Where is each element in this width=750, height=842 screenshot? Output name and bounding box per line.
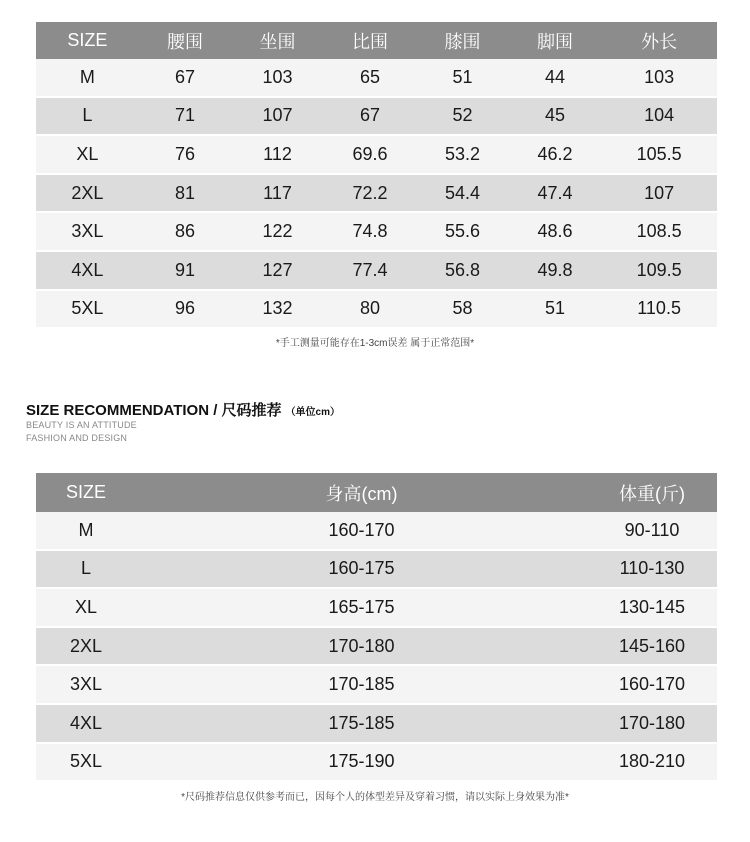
value-cell: 76 xyxy=(139,135,231,174)
value-cell: 51 xyxy=(416,59,508,97)
value-cell: 107 xyxy=(231,97,323,136)
size-cell: 5XL xyxy=(36,290,139,329)
value-cell: 69.6 xyxy=(324,135,416,174)
size-chart-note: *手工测量可能存在1-3cm误差 属于正常范围* xyxy=(275,338,475,349)
column-header: 比围 xyxy=(324,22,416,59)
value-cell: 110.5 xyxy=(601,290,717,329)
value-cell: 110-130 xyxy=(587,550,717,589)
size-cell: L xyxy=(36,97,139,136)
value-cell: 145-160 xyxy=(587,627,717,666)
size-cell: 2XL xyxy=(36,627,136,666)
value-cell: 112 xyxy=(231,135,323,174)
value-cell: 108.5 xyxy=(601,212,717,251)
value-cell: 180-210 xyxy=(587,743,717,782)
value-cell: 67 xyxy=(324,97,416,136)
value-cell: 56.8 xyxy=(416,251,508,290)
value-cell: 117 xyxy=(231,174,323,213)
size-chart-header-row xyxy=(36,22,717,59)
recommendation-table xyxy=(36,473,717,782)
value-cell: 132 xyxy=(231,290,323,329)
value-cell: 47.4 xyxy=(509,174,601,213)
recommendation-body xyxy=(36,512,717,781)
table-row xyxy=(36,59,717,97)
table-row xyxy=(36,704,717,743)
value-cell: 90-110 xyxy=(587,512,717,550)
column-header: 体重(斤) xyxy=(587,473,717,512)
value-cell: 160-175 xyxy=(136,550,587,589)
recommendation-note: *尺码推荐信息仅供参考而已，因每个人的体型差异及穿着习惯，请以实际上身效果为准* xyxy=(181,792,569,803)
value-cell: 67 xyxy=(139,59,231,97)
value-cell: 53.2 xyxy=(416,135,508,174)
value-cell: 81 xyxy=(139,174,231,213)
value-cell: 86 xyxy=(139,212,231,251)
value-cell: 91 xyxy=(139,251,231,290)
value-cell: 52 xyxy=(416,97,508,136)
size-cell: 3XL xyxy=(36,212,139,251)
recommendation-title-text: SIZE RECOMMENDATION / 尺码推荐 xyxy=(26,402,282,419)
value-cell: 46.2 xyxy=(509,135,601,174)
size-cell: L xyxy=(36,550,136,589)
value-cell: 160-170 xyxy=(587,665,717,704)
size-cell: 4XL xyxy=(36,251,139,290)
size-cell: XL xyxy=(36,588,136,627)
value-cell: 170-180 xyxy=(587,704,717,743)
value-cell: 48.6 xyxy=(509,212,601,251)
column-header: 身高(cm) xyxy=(136,473,587,512)
value-cell: 170-185 xyxy=(136,665,587,704)
size-cell: XL xyxy=(36,135,139,174)
recommendation-title xyxy=(26,399,340,420)
value-cell: 96 xyxy=(139,290,231,329)
size-cell: 2XL xyxy=(36,174,139,213)
tagline-beauty: BEAUTY IS AN ATTITUDE xyxy=(26,420,137,430)
size-cell: M xyxy=(36,59,139,97)
value-cell: 103 xyxy=(601,59,717,97)
size-chart-table xyxy=(36,22,717,329)
value-cell: 58 xyxy=(416,290,508,329)
column-header: 腰围 xyxy=(139,22,231,59)
size-cell: 3XL xyxy=(36,665,136,704)
value-cell: 65 xyxy=(324,59,416,97)
value-cell: 71 xyxy=(139,97,231,136)
table-row xyxy=(36,212,717,251)
value-cell: 103 xyxy=(231,59,323,97)
value-cell: 49.8 xyxy=(509,251,601,290)
column-header: 脚围 xyxy=(509,22,601,59)
table-row xyxy=(36,665,717,704)
value-cell: 175-185 xyxy=(136,704,587,743)
column-header: SIZE xyxy=(36,473,136,512)
value-cell: 55.6 xyxy=(416,212,508,251)
recommendation-header-row xyxy=(36,473,717,512)
column-header: 外长 xyxy=(601,22,717,59)
value-cell: 74.8 xyxy=(324,212,416,251)
table-row xyxy=(36,174,717,213)
table-row xyxy=(36,290,717,329)
recommendation-unit: （单位cm） xyxy=(285,407,341,418)
value-cell: 165-175 xyxy=(136,588,587,627)
value-cell: 170-180 xyxy=(136,627,587,666)
column-header: 膝围 xyxy=(416,22,508,59)
value-cell: 127 xyxy=(231,251,323,290)
table-row xyxy=(36,135,717,174)
table-row xyxy=(36,512,717,550)
value-cell: 107 xyxy=(601,174,717,213)
value-cell: 130-145 xyxy=(587,588,717,627)
table-row xyxy=(36,550,717,589)
size-cell: 4XL xyxy=(36,704,136,743)
value-cell: 77.4 xyxy=(324,251,416,290)
value-cell: 72.2 xyxy=(324,174,416,213)
size-cell: M xyxy=(36,512,136,550)
value-cell: 109.5 xyxy=(601,251,717,290)
table-row xyxy=(36,627,717,666)
value-cell: 44 xyxy=(509,59,601,97)
table-row xyxy=(36,97,717,136)
table-row xyxy=(36,743,717,782)
tagline-fashion: FASHION AND DESIGN xyxy=(26,433,128,443)
value-cell: 122 xyxy=(231,212,323,251)
value-cell: 104 xyxy=(601,97,717,136)
value-cell: 54.4 xyxy=(416,174,508,213)
table-row xyxy=(36,251,717,290)
table-row xyxy=(36,588,717,627)
value-cell: 105.5 xyxy=(601,135,717,174)
column-header: 坐围 xyxy=(231,22,323,59)
value-cell: 160-170 xyxy=(136,512,587,550)
value-cell: 51 xyxy=(509,290,601,329)
size-chart-body xyxy=(36,59,717,328)
size-cell: 5XL xyxy=(36,743,136,782)
column-header: SIZE xyxy=(36,22,139,59)
value-cell: 45 xyxy=(509,97,601,136)
value-cell: 175-190 xyxy=(136,743,587,782)
value-cell: 80 xyxy=(324,290,416,329)
